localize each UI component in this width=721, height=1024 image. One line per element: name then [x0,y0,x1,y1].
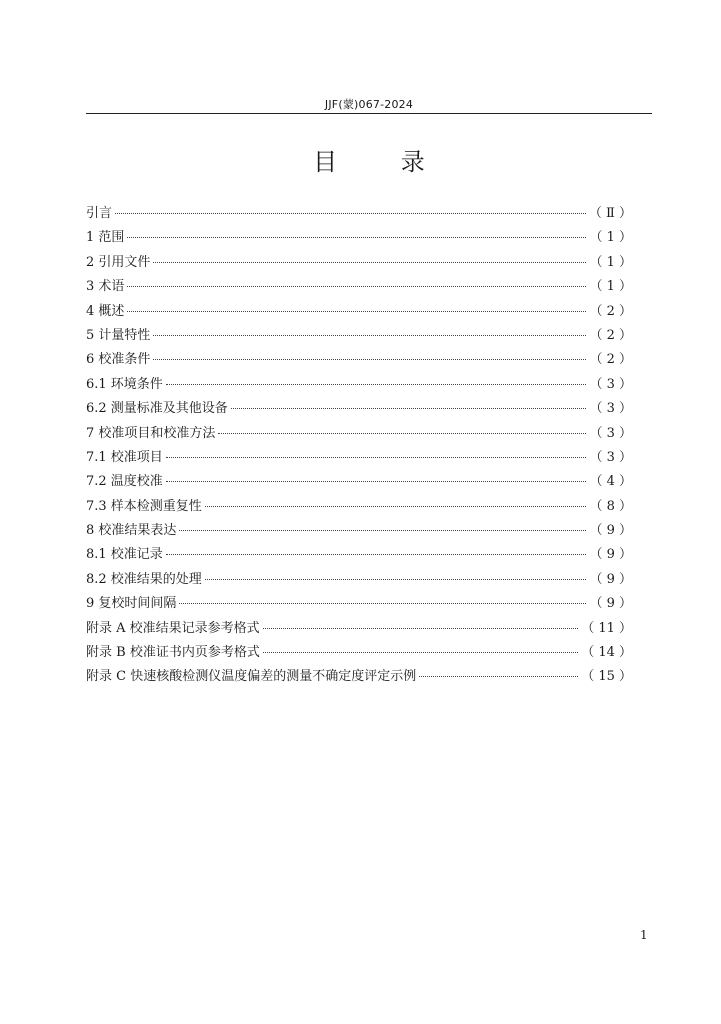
toc-entry[interactable] [86,470,632,494]
toc-entry[interactable] [86,226,632,250]
toc-entry-label: 8 校准结果表达 [86,523,177,539]
toc-entry-label: 7.3 样本检测重复性 [86,498,202,514]
toc-entry-label: 6 校准条件 [86,352,151,368]
dot-leader [263,628,579,629]
toc-entry-label: 附录 C 快速核酸检测仪温度偏差的测量不确定度评定示例 [86,669,417,685]
page-title: 目 录 [313,148,453,176]
toc-entry-page: （ 14 ） [581,645,632,661]
toc-entry[interactable] [86,251,632,275]
dot-leader [127,286,586,287]
toc-entry[interactable] [86,373,632,397]
toc-entry-label: 7.1 校准项目 [86,449,163,465]
toc-entry-label: 2 引用文件 [86,254,151,270]
dot-leader [218,433,586,434]
toc-entry[interactable] [86,592,632,616]
dot-leader [179,530,586,531]
toc-entry[interactable] [86,324,632,348]
toc-entry-label: 4 概述 [86,303,125,319]
toc-entry-page: （ 3 ） [589,449,632,465]
toc-entry-label: 7 校准项目和校准方法 [86,425,216,441]
toc-entry-label: 9 复校时间间隔 [86,596,177,612]
document-code-header: JJF(蒙)067-2024 [324,98,414,111]
toc-entry-page: （ 8 ） [589,498,632,514]
toc-entry-page: （ 1 ） [589,230,632,246]
toc-entry-page: （ 9 ） [589,571,632,587]
dot-leader [166,384,587,385]
toc-entry[interactable] [86,665,632,689]
toc-entry[interactable] [86,519,632,543]
toc-entry[interactable] [86,543,632,567]
toc-entry-label: 引言 [86,206,113,221]
dot-leader [127,237,586,238]
toc-entry-page: （ 15 ） [581,669,632,685]
toc-entry-label: 附录 A 校准结果记录参考格式 [86,620,260,636]
toc-entry-label: 8.1 校准记录 [86,547,163,563]
toc-entry-page: （ 3 ） [589,401,632,417]
dot-leader [166,457,587,458]
dot-leader [205,506,587,507]
toc-entry[interactable] [86,495,632,519]
dot-leader [205,579,587,580]
toc-entry[interactable] [86,617,632,641]
toc-entry-label: 6.1 环境条件 [86,376,163,392]
toc-entry[interactable] [86,300,632,324]
dot-leader [115,213,586,214]
toc-entry[interactable] [86,641,632,665]
page-number: 1 [640,928,648,942]
dot-leader [166,481,587,482]
toc-entry-page: （ 1 ） [589,254,632,270]
toc-entry-page: （ 2 ） [589,327,632,343]
toc-entry[interactable] [86,348,632,372]
dot-leader [153,359,586,360]
dot-leader [419,676,578,677]
toc-entry-page: （ 11 ） [581,620,632,636]
toc-entry[interactable] [86,275,632,299]
toc-entry-label: 3 术语 [86,279,125,295]
dot-leader [231,408,587,409]
toc-entry-label: 7.2 温度校准 [86,474,163,490]
toc-entry-page: （ 1 ） [589,279,632,295]
toc-entry-page: （ 9 ） [589,523,632,539]
toc-entry-page: （ 3 ） [589,376,632,392]
toc-entry[interactable] [86,397,632,421]
toc-entry-page: （ 9 ） [589,596,632,612]
toc-entry-page: （ Ⅱ ） [588,206,632,221]
toc-entry-label: 6.2 测量标准及其他设备 [86,401,228,417]
table-of-contents [86,202,632,690]
toc-entry-page: （ 2 ） [589,303,632,319]
toc-entry-page: （ 3 ） [589,425,632,441]
toc-entry[interactable] [86,202,632,226]
toc-entry-label: 8.2 校准结果的处理 [86,571,202,587]
toc-entry[interactable] [86,568,632,592]
toc-entry-label: 1 范围 [86,230,125,246]
dot-leader [153,262,586,263]
toc-entry-page: （ 4 ） [589,474,632,490]
header-divider [86,113,652,114]
toc-entry-label: 附录 B 校准证书内页参考格式 [86,645,260,661]
dot-leader [263,652,578,653]
toc-entry[interactable] [86,446,632,470]
dot-leader [127,311,586,312]
toc-entry[interactable] [86,422,632,446]
toc-entry-page: （ 9 ） [589,547,632,563]
dot-leader [179,603,586,604]
dot-leader [166,554,587,555]
dot-leader [153,335,586,336]
toc-entry-label: 5 计量特性 [86,327,151,343]
toc-entry-page: （ 2 ） [589,352,632,368]
